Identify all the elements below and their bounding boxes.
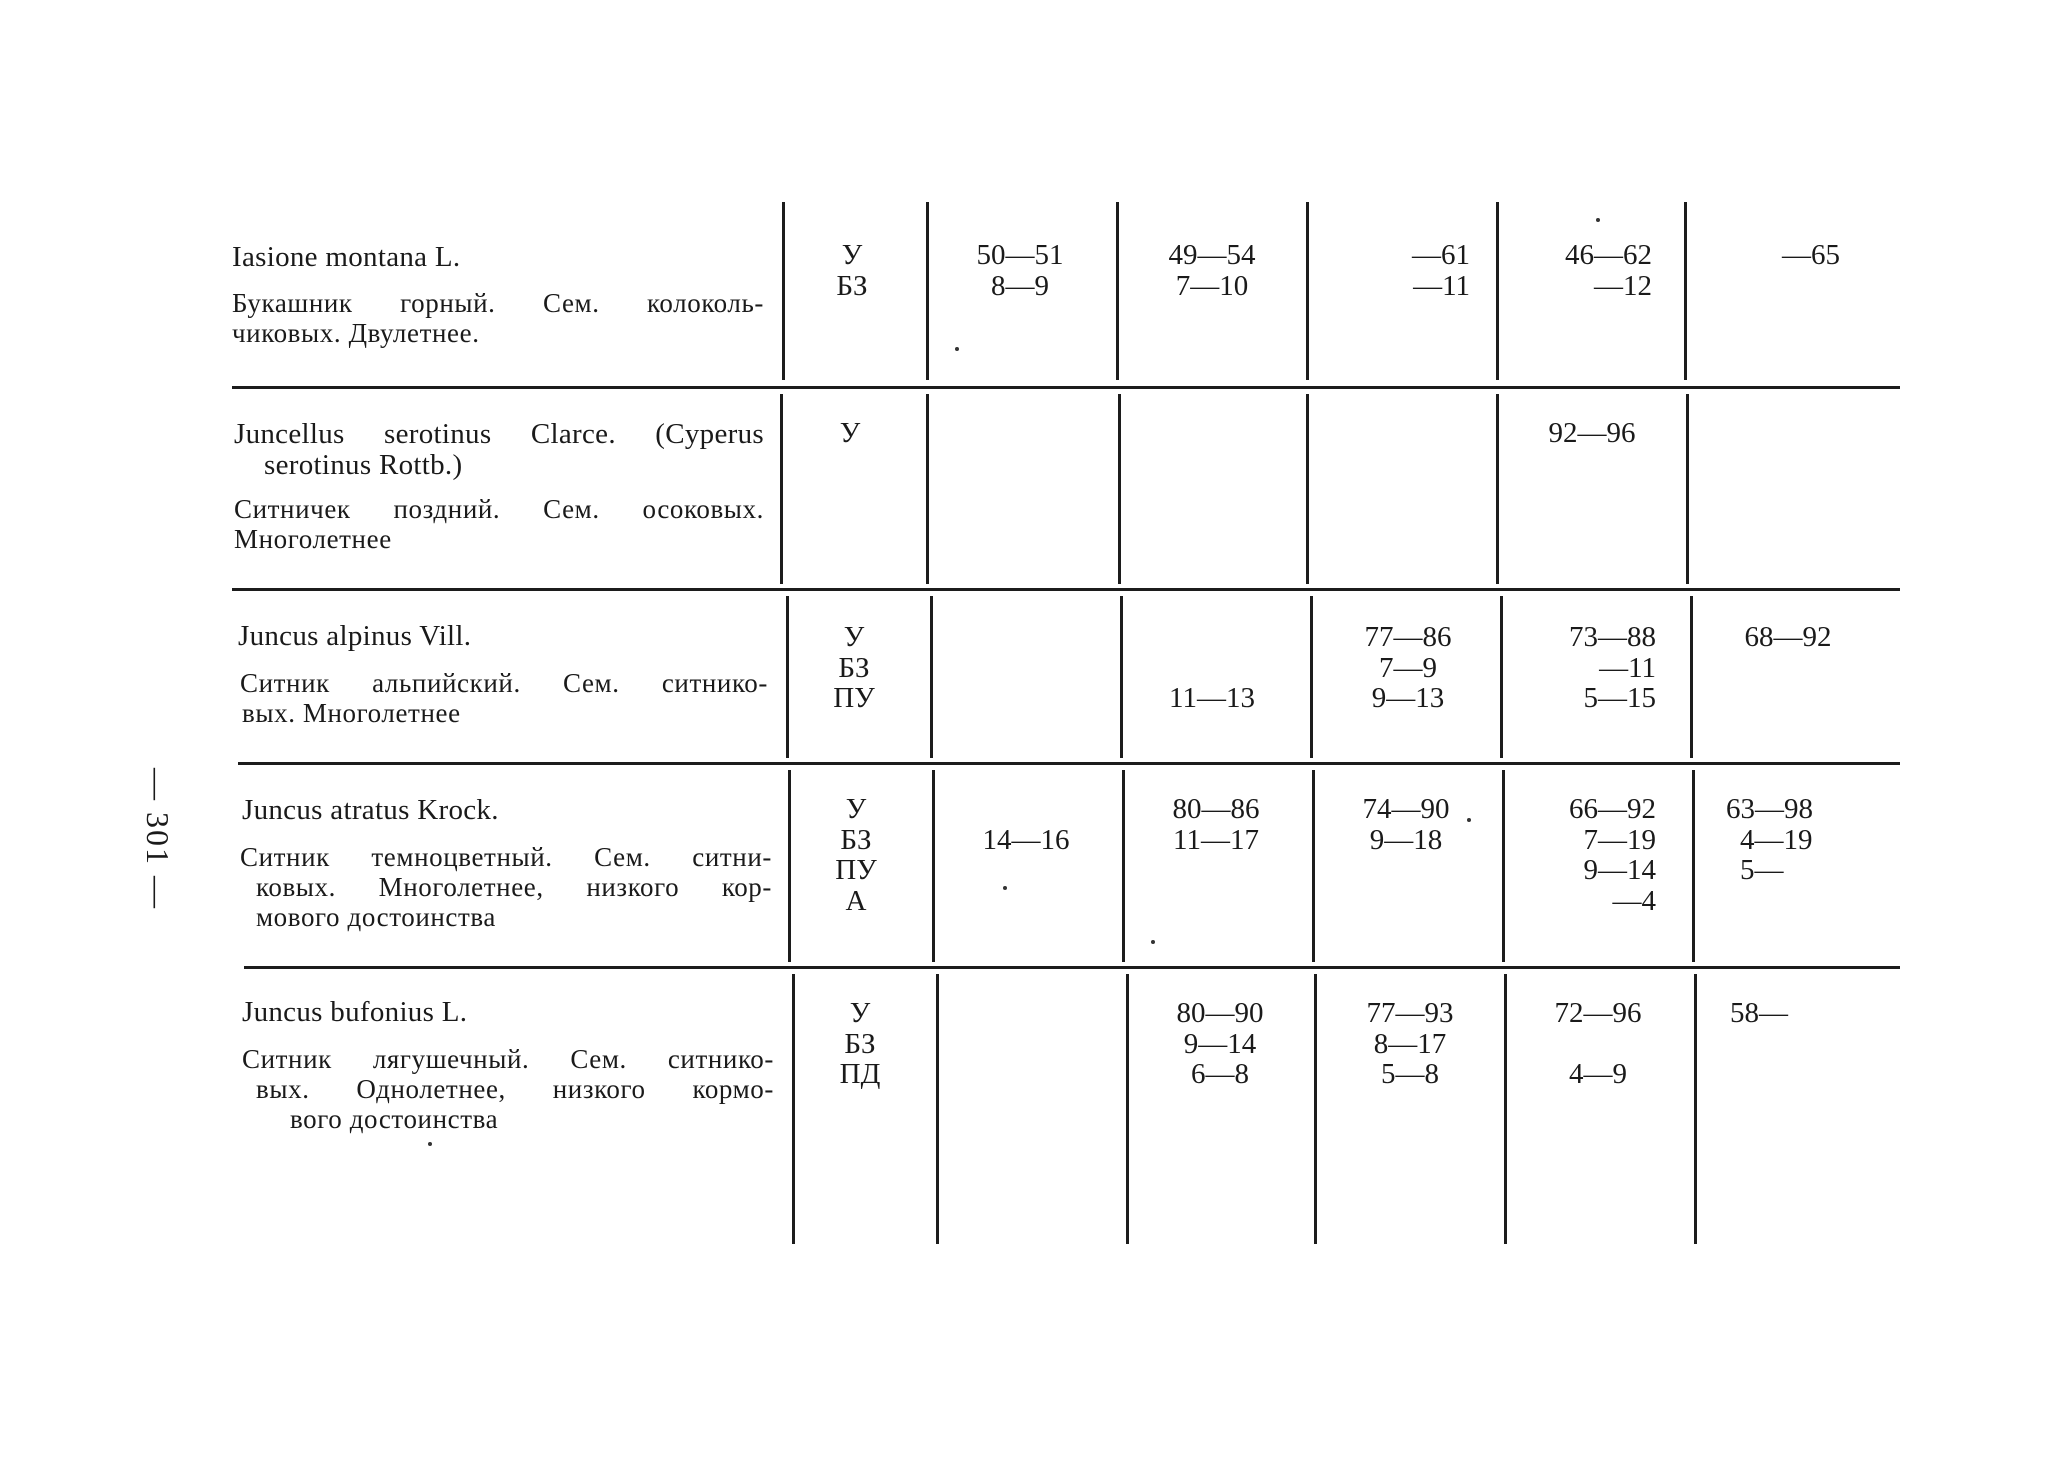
column-rule xyxy=(926,394,929,584)
value: 14—16 xyxy=(982,823,1070,856)
species-latin-name: Juncellus serotinus Clarce. (Cyperus xyxy=(234,418,764,450)
value: 77—93 xyxy=(1366,997,1454,1029)
column-rule xyxy=(1504,974,1507,1244)
column-rule xyxy=(792,974,795,1244)
value: —61 xyxy=(1412,239,1470,271)
species-description xyxy=(242,1044,774,1134)
column-rule xyxy=(1116,202,1119,380)
scan-speck xyxy=(1151,940,1155,944)
page-number: — 301 — xyxy=(140,768,176,910)
column-rule xyxy=(1496,394,1499,584)
value: 73—88 xyxy=(1569,621,1656,653)
column-rule xyxy=(926,202,929,380)
value: —12 xyxy=(1594,269,1652,302)
value-cell xyxy=(1532,418,1652,449)
description-line: Ситник альпийский. Сем. ситнико- xyxy=(240,668,768,698)
row-separator xyxy=(232,386,1900,389)
code-cell xyxy=(804,622,904,714)
column-rule xyxy=(936,974,939,1244)
value: 80—90 xyxy=(1176,997,1264,1029)
scan-speck xyxy=(428,1142,432,1146)
value: 77—86 xyxy=(1364,621,1452,653)
value: 8—17 xyxy=(1373,1027,1447,1060)
code: У xyxy=(849,997,871,1029)
value: 7—9 xyxy=(1379,651,1437,684)
column-rule xyxy=(1312,770,1315,962)
species-latin-name: Iasione montana L. xyxy=(232,241,461,273)
value: 68—92 xyxy=(1744,621,1832,653)
code-cell xyxy=(810,998,910,1090)
scan-speck xyxy=(1003,886,1007,890)
value: 50—51 xyxy=(976,239,1064,271)
value: 8—9 xyxy=(991,269,1049,302)
value-cell xyxy=(1728,622,1848,653)
value: 80—86 xyxy=(1172,793,1260,825)
description-line: Букашник горный. Сем. колоколь- xyxy=(232,288,764,318)
column-rule xyxy=(1126,974,1129,1244)
column-rule xyxy=(1310,596,1313,758)
value xyxy=(1152,653,1272,684)
column-rule xyxy=(1686,394,1689,584)
description-line: чиковых. Двулетнее. xyxy=(232,318,480,348)
value-cell xyxy=(1346,794,1466,855)
value: 7—10 xyxy=(1175,269,1249,302)
value: 5—8 xyxy=(1381,1058,1439,1090)
value: —65 xyxy=(1782,239,1840,271)
column-rule xyxy=(1314,974,1317,1244)
value: 11—17 xyxy=(1173,823,1259,856)
value: 74—90 xyxy=(1362,793,1450,825)
value-cell xyxy=(1538,998,1658,1090)
value: 58— xyxy=(1730,997,1788,1029)
value-cell xyxy=(1726,794,1846,886)
code: ПУ xyxy=(835,854,877,886)
code: У xyxy=(843,621,865,653)
species-latin-synonym: serotinus Rottb.) xyxy=(264,449,463,481)
value-cell xyxy=(1350,998,1470,1090)
column-rule xyxy=(788,770,791,962)
species-description xyxy=(240,668,768,728)
value: 46—62 xyxy=(1565,239,1652,271)
value: 66—92 xyxy=(1569,793,1656,825)
code: ПД xyxy=(839,1058,881,1090)
value: 5— xyxy=(1740,854,1784,886)
column-rule xyxy=(930,596,933,758)
value-cell xyxy=(966,794,1086,855)
description-line: Ситничек поздний. Сем. осоковых. xyxy=(234,494,764,524)
species-description xyxy=(234,494,764,554)
column-rule xyxy=(1690,596,1693,758)
value xyxy=(1152,622,1272,653)
value: 5—15 xyxy=(1583,682,1656,714)
column-rule xyxy=(1684,202,1687,380)
value: 63—98 xyxy=(1726,793,1813,825)
column-rule xyxy=(1496,202,1499,380)
column-rule xyxy=(1120,596,1123,758)
code-cell xyxy=(802,240,902,301)
description-line: Ситник лягушечный. Сем. ситнико- xyxy=(242,1044,774,1074)
row-separator xyxy=(238,762,1900,765)
column-rule xyxy=(1502,770,1505,962)
column-rule xyxy=(1692,770,1695,962)
value-cell xyxy=(1160,998,1280,1090)
code: У xyxy=(845,793,867,825)
code-cell xyxy=(800,418,900,449)
code-cell xyxy=(806,794,906,916)
species-description xyxy=(232,288,764,348)
value: 11—13 xyxy=(1169,682,1255,714)
scan-speck xyxy=(955,347,959,351)
column-rule xyxy=(1118,394,1121,584)
code: ПУ xyxy=(833,682,875,714)
value: 9—18 xyxy=(1369,823,1443,856)
value: 9—13 xyxy=(1371,682,1445,714)
column-rule xyxy=(1122,770,1125,962)
value xyxy=(966,794,1086,825)
species-latin-name: Juncus bufonius L. xyxy=(242,996,468,1028)
column-rule xyxy=(1306,202,1309,380)
value-cell xyxy=(1536,622,1656,714)
code: У xyxy=(841,239,863,271)
value-cell xyxy=(1152,240,1272,301)
column-rule xyxy=(932,770,935,962)
species-latin-name: Juncus alpinus Vill. xyxy=(238,620,472,652)
description-line: мового достоинства xyxy=(256,902,496,932)
code: БЗ xyxy=(838,651,870,684)
value: 6—8 xyxy=(1191,1058,1249,1090)
column-rule xyxy=(786,596,789,758)
scan-speck xyxy=(1467,818,1471,822)
value-cell xyxy=(1536,794,1656,916)
description-line: вого достоинства xyxy=(290,1104,499,1134)
value: 72—96 xyxy=(1554,997,1642,1029)
code: БЗ xyxy=(840,823,872,856)
value: —11 xyxy=(1413,269,1470,302)
row-separator xyxy=(232,588,1900,591)
value-cell xyxy=(1740,240,1840,271)
column-rule xyxy=(780,394,783,584)
scan-speck xyxy=(1596,218,1600,222)
value-cell xyxy=(960,240,1080,301)
value: 92—96 xyxy=(1548,417,1636,449)
column-rule xyxy=(1500,596,1503,758)
description-line: Многолетнее xyxy=(234,524,392,554)
code: А xyxy=(845,884,867,917)
value-cell xyxy=(1532,240,1652,301)
code: БЗ xyxy=(836,269,868,302)
species-description xyxy=(240,842,772,932)
value: 7—19 xyxy=(1583,823,1656,856)
value-cell xyxy=(1156,794,1276,855)
code: У xyxy=(839,417,861,449)
description-line: вых. Многолетнее xyxy=(242,698,461,728)
column-rule xyxy=(782,202,785,380)
column-rule xyxy=(1694,974,1697,1244)
value: 9—14 xyxy=(1583,854,1656,886)
row-separator xyxy=(244,966,1900,969)
value: —4 xyxy=(1612,884,1656,917)
value: 4—19 xyxy=(1740,823,1813,856)
value-cell xyxy=(1152,622,1272,714)
description-line: вых. Однолетнее, низкого кормо- xyxy=(256,1074,774,1104)
value: 49—54 xyxy=(1168,239,1256,271)
value xyxy=(1538,1029,1658,1060)
value: —11 xyxy=(1599,651,1656,684)
value-cell xyxy=(1348,622,1468,714)
description-line: Ситник темноцветный. Сем. ситни- xyxy=(240,842,772,872)
value: 4—9 xyxy=(1569,1058,1627,1090)
column-rule xyxy=(1306,394,1309,584)
value-cell xyxy=(1350,240,1470,301)
value: 9—14 xyxy=(1183,1027,1257,1060)
species-latin-name: Juncus atratus Krock. xyxy=(242,794,499,826)
value-cell xyxy=(1730,998,1830,1029)
code: БЗ xyxy=(844,1027,876,1060)
description-line: ковых. Многолетнее, низкого кор- xyxy=(256,872,772,902)
